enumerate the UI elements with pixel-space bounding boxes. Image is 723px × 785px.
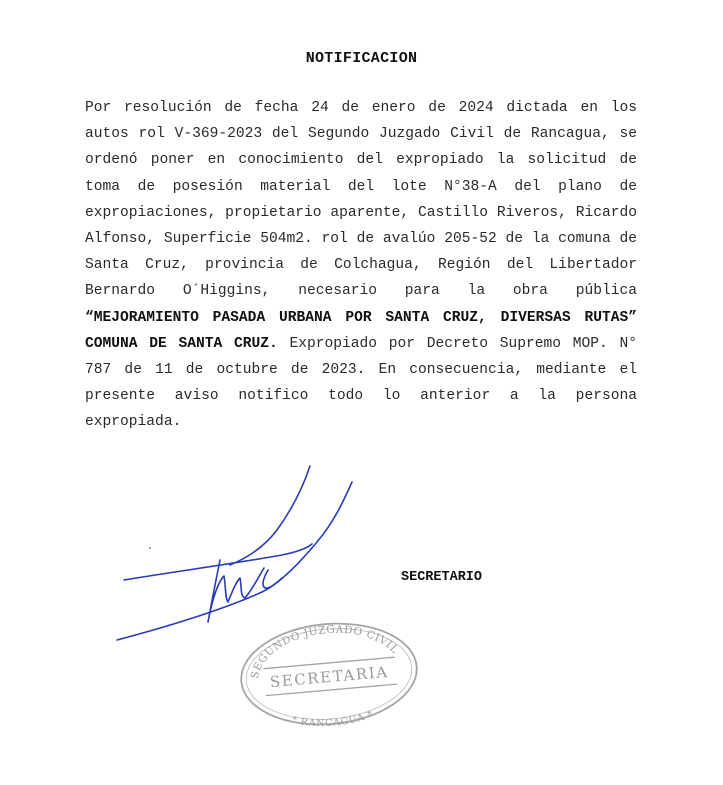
signer-title: SECRETARIO [401,570,483,585]
document-title: NOTIFICACION [305,50,418,67]
svg-text:SEGUNDO JUZGADO CIVIL: SEGUNDO JUZGADO CIVIL [248,623,401,680]
svg-text:SECRETARIA: SECRETARIA [269,662,390,692]
body-text-part-2: Expropiado por Decreto Supremo MOP. N° 787 de 11 de octubre de 2023. En consecuencia, mediante el presente aviso notifico todo lo anterior a la persona expropiada. [85,335,637,431]
project-name: “MEJORAMIENTO PASADA URBANA POR SANTA CRUZ, DIVERSAS RUTAS” COMUNA DE SANTA CRUZ. [85,309,637,352]
body-text-part-1: Por resolución de fecha 24 de enero de 2024 dictada en los autos rol V-369-2023 del Segundo Juzgado Civil de Rancagua, se ordenó poner en conocimiento del expropiado la solicitud de toma de posesión material del lote N°38-A del plano de expropiaciones, propietario aparente, Castillo Riveros, Ricardo Alfonso, Superficie 504m2. rol de avalúo 205-52 de la comuna de Santa Cruz, provincia de Colchagua, Región del Libertador Bernardo O´Higgins, necesario para la obra pública [85,100,637,300]
svg-text:* RANCAGUA *: * RANCAGUA * [290,708,376,730]
court-stamp [236,618,422,735]
notification-body [85,95,637,436]
